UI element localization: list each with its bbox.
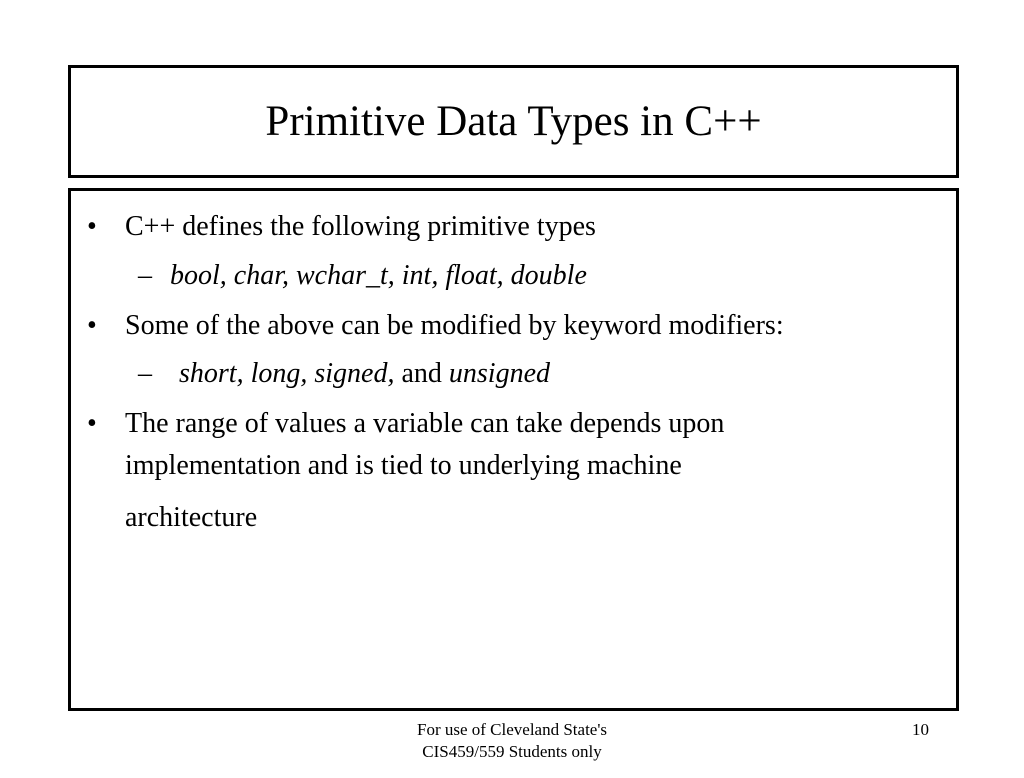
content-box xyxy=(68,188,959,711)
sub-bullet-marker: – xyxy=(138,260,152,291)
bullet-3-line-2: implementation and is tied to underlying machine xyxy=(125,450,682,481)
bullet-1-text: C++ defines the following primitive types xyxy=(125,211,596,242)
modifier-list: short, long, signed, xyxy=(179,358,395,389)
bullet-marker: • xyxy=(87,211,97,242)
slide-title: Primitive Data Types in C++ xyxy=(265,98,762,145)
footer-line-2: CIS459/559 Students only xyxy=(422,742,602,761)
modifier-unsigned: unsigned xyxy=(448,358,551,389)
bullet-marker: • xyxy=(87,310,97,341)
bullet-3-line-1: The range of values a variable can take depends upon xyxy=(125,408,725,439)
bullet-marker: • xyxy=(87,408,97,439)
sub-bullet-2-text xyxy=(179,360,550,388)
bullet-2-text: Some of the above can be modified by keyword modifiers: xyxy=(125,310,784,341)
footer-note xyxy=(380,719,644,763)
page-number: 10 xyxy=(912,720,929,739)
title-box xyxy=(68,65,959,178)
footer-line-1: For use of Cleveland State's xyxy=(416,720,608,739)
sub-bullet-marker: – xyxy=(138,358,152,389)
conjunction: and xyxy=(394,358,449,389)
sub-bullet-1-text: bool, char, wchar_t, int, float, double xyxy=(170,260,587,291)
bullet-3-line-3: architecture xyxy=(125,502,258,533)
